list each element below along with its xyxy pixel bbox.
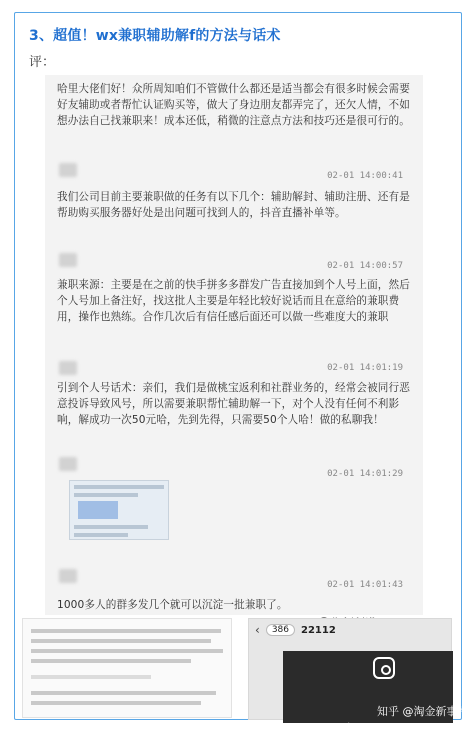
preview-dark-overlay	[283, 651, 469, 744]
blurred-avatar	[59, 253, 77, 267]
unread-badge: 386	[266, 624, 295, 636]
message-text: 1000多人的群多发几个就可以沉淀一批兼职了。	[57, 599, 288, 611]
camera-icon	[373, 657, 395, 679]
blurred-avatar	[59, 569, 77, 583]
message-time: 02-01 14:00:57	[327, 261, 403, 271]
message-text: 哈里大佬们好！众所周知咱们不管做什么都还是适当都会有很多时候会需要好友辅助或者帮忙认证购买等，做大了身边朋友都弄完了，还欠人情，不如想办法自己找兼职来！成本还低，稍微的注意点方法和技巧还是很可行的。	[57, 83, 410, 127]
chat-message	[45, 189, 423, 221]
preview-screenshot-right	[248, 618, 469, 744]
preview-header	[249, 619, 451, 641]
star-icon: ★	[339, 719, 359, 744]
message-time: 02-01 14:01:19	[327, 363, 403, 373]
blurred-avatar	[59, 163, 77, 177]
blurred-avatar	[59, 457, 77, 471]
preview-screenshot-left	[22, 618, 232, 718]
message-time: 02-01 14:00:41	[327, 171, 403, 181]
chat-message	[45, 277, 423, 325]
message-text: 我们公司目前主要兼职做的任务有以下几个：辅助解封、辅助注册、还有是帮助购买服务器好处是出问题可找到人的，抖音直播补单等。	[57, 191, 410, 219]
chat-screenshot	[45, 75, 423, 615]
message-time: 02-01 14:01:43	[327, 580, 403, 590]
section-title: 3、超值！wx兼职辅助解f的方法与话术	[29, 28, 281, 44]
chat-id: 22112	[301, 624, 336, 636]
zhihu-watermark: 知乎 @淘金新事件	[377, 705, 469, 718]
back-chevron-icon: ‹	[255, 623, 260, 637]
message-time: 02-01 14:01:29	[327, 469, 403, 479]
message-text: 引到个人号话术：亲们，我们是做桃宝返利和社群业务的，经常会被同行恶意投诉导致风号，所以需要兼职帮忙辅助解一下，对个人没有任何不利影响，解成功一次50元哈，先到先得，只需要50个人哈！做的私聊我！	[57, 382, 410, 426]
article-frame	[14, 12, 462, 720]
chat-message	[45, 81, 423, 129]
message-text: 兼职来源：主要是在之前的快手拼多多群发广告直接加到个人号上面，然后个人号加上备注好，找这批人主要是年轻比较好说话而且在意给的兼职费用，操作也熟练。合作几次后有信任感后面还可以做一些难度大的兼职	[57, 279, 410, 323]
chat-image-thumbnail[interactable]	[69, 480, 169, 540]
chat-message	[45, 597, 423, 613]
chat-message	[45, 380, 423, 428]
comment-prefix: 评：	[29, 55, 56, 70]
blurred-avatar	[59, 361, 77, 375]
